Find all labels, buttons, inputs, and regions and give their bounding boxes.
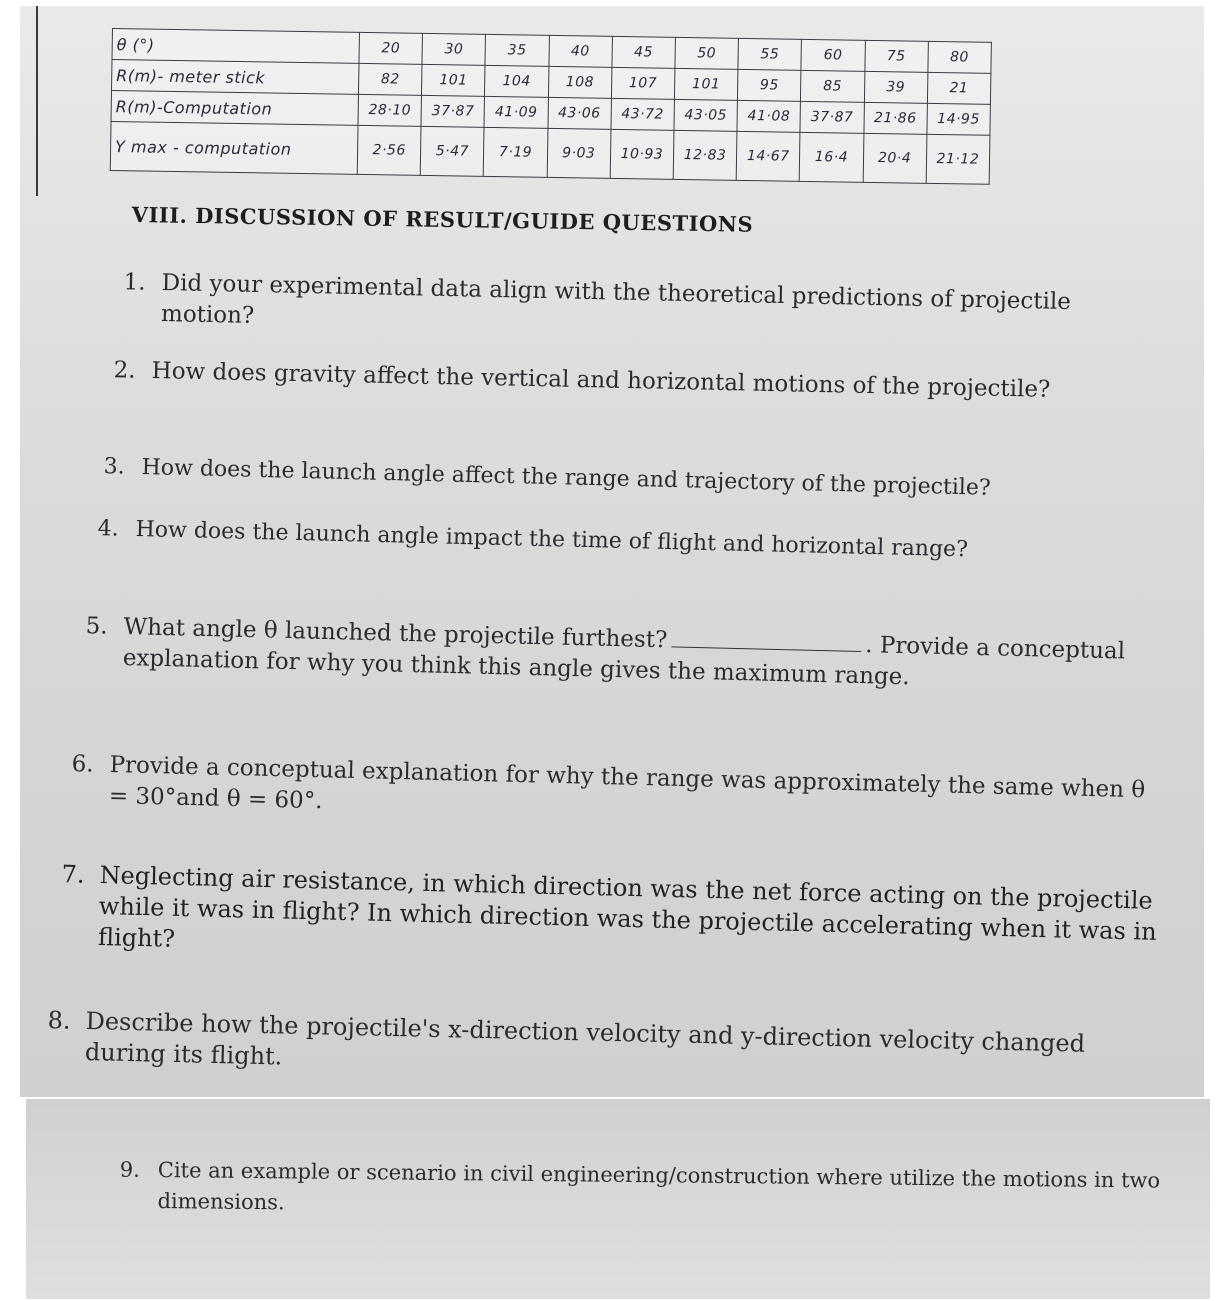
table-cell: 14·67 bbox=[736, 131, 800, 181]
table-cell: 10·93 bbox=[610, 129, 674, 179]
row-label: R(m)- meter stick bbox=[112, 60, 359, 95]
worksheet-photo-top bbox=[20, 6, 1204, 1097]
question-7 bbox=[61, 860, 1160, 979]
table-cell: 21·12 bbox=[926, 134, 990, 184]
question-number: 7. bbox=[61, 860, 85, 889]
table-cell: 108 bbox=[548, 66, 612, 98]
question-number: 9. bbox=[119, 1157, 141, 1182]
table-cell: 20·4 bbox=[863, 133, 927, 183]
table-cell: 37·87 bbox=[421, 95, 485, 127]
table-cell: 101 bbox=[674, 68, 738, 100]
question-number: 1. bbox=[123, 269, 146, 296]
table-header-cell: 30 bbox=[422, 33, 486, 65]
question-text: Describe how the projectile's x-direction velocity and y-direction velocity changed during its flight. bbox=[84, 1006, 1086, 1071]
question-text: How does gravity affect the vertical and horizontal motions of the projectile? bbox=[151, 357, 1051, 403]
answer-blank[interactable] bbox=[671, 646, 861, 652]
data-table bbox=[110, 28, 992, 185]
table-cell: 85 bbox=[801, 70, 865, 102]
table-header-cell: 55 bbox=[738, 38, 802, 70]
question-text: How does the launch angle impact the time of flight and horizontal range? bbox=[135, 516, 969, 563]
table-header-cell: 60 bbox=[801, 39, 865, 71]
table-header-cell: 45 bbox=[612, 36, 676, 68]
question-6 bbox=[71, 750, 1149, 837]
row-label: R(m)-Computation bbox=[111, 91, 358, 126]
table-cell: 28·10 bbox=[358, 94, 422, 126]
table-cell: 37·87 bbox=[800, 101, 864, 133]
table-cell: 9·03 bbox=[547, 128, 611, 178]
table-header-cell: 20 bbox=[359, 32, 423, 64]
question-text: Provide a conceptual explanation for why the range was approximately the same when θ = 30°and θ = 60°. bbox=[108, 751, 1146, 815]
table-cell: 21·86 bbox=[863, 102, 927, 134]
question-number: 8. bbox=[47, 1006, 71, 1035]
question-text: How does the launch angle affect the range and trajectory of the projectile? bbox=[141, 454, 991, 501]
table-cell: 14·95 bbox=[927, 103, 991, 135]
table-cell: 43·72 bbox=[611, 98, 675, 130]
table-cell: 39 bbox=[864, 71, 928, 103]
table-cell: 12·83 bbox=[673, 130, 737, 180]
table-header-cell: 75 bbox=[864, 40, 928, 72]
question-8 bbox=[47, 1006, 1166, 1092]
worksheet-photo-bottom bbox=[26, 1099, 1210, 1299]
question-5 bbox=[85, 612, 1143, 699]
table-header-cell: θ (°) bbox=[112, 29, 359, 64]
table-header-cell: 35 bbox=[485, 34, 549, 66]
question-4 bbox=[97, 514, 1155, 570]
section-heading: VIII. DISCUSSION OF RESULT/GUIDE QUESTIONS bbox=[131, 202, 754, 237]
table-cell: 95 bbox=[738, 69, 802, 101]
question-number: 5. bbox=[85, 613, 108, 640]
margin-line bbox=[36, 6, 38, 196]
question-1 bbox=[123, 268, 1132, 350]
table-cell: 43·05 bbox=[674, 99, 738, 131]
table-header-cell: 80 bbox=[928, 41, 992, 73]
question-number: 4. bbox=[97, 516, 119, 542]
question-text-b: . Provide a conceptual explanation for why you think this angle gives the maximum range. bbox=[122, 632, 1126, 691]
table-cell: 16·4 bbox=[799, 132, 863, 182]
table-header-cell: 50 bbox=[675, 37, 739, 69]
table-cell: 41·08 bbox=[737, 100, 801, 132]
table-cell: 21 bbox=[927, 72, 991, 104]
table-cell: 5·47 bbox=[420, 126, 484, 176]
question-number: 6. bbox=[71, 751, 94, 778]
table-header-cell: 40 bbox=[549, 35, 613, 67]
table-cell: 2·56 bbox=[357, 125, 421, 175]
question-number: 2. bbox=[113, 357, 136, 384]
question-2 bbox=[113, 356, 1131, 408]
question-9 bbox=[119, 1155, 1168, 1228]
row-label: Y max - computation bbox=[110, 121, 358, 174]
question-3 bbox=[103, 452, 1151, 508]
question-text-a: What angle θ launched the projectile furthest? bbox=[123, 613, 668, 654]
table-cell: 104 bbox=[485, 65, 549, 97]
table-cell: 41·09 bbox=[484, 96, 548, 128]
table-cell: 7·19 bbox=[484, 127, 548, 177]
table-cell: 107 bbox=[611, 67, 675, 99]
table-cell: 82 bbox=[358, 63, 422, 95]
table-cell: 43·06 bbox=[548, 97, 612, 129]
question-text: Cite an example or scenario in civil engineering/construction where utilize the motions in two dimensions. bbox=[157, 1157, 1161, 1215]
question-text: Did your experimental data align with the theoretical predictions of projectile motion? bbox=[160, 269, 1072, 329]
question-number: 3. bbox=[103, 454, 125, 480]
question-text: Neglecting air resistance, in which direction was the net force acting on the projectile while it was in flight? In which direction was the projectile accelerating when it was in flight? bbox=[97, 860, 1157, 953]
table-cell: 101 bbox=[422, 64, 486, 96]
